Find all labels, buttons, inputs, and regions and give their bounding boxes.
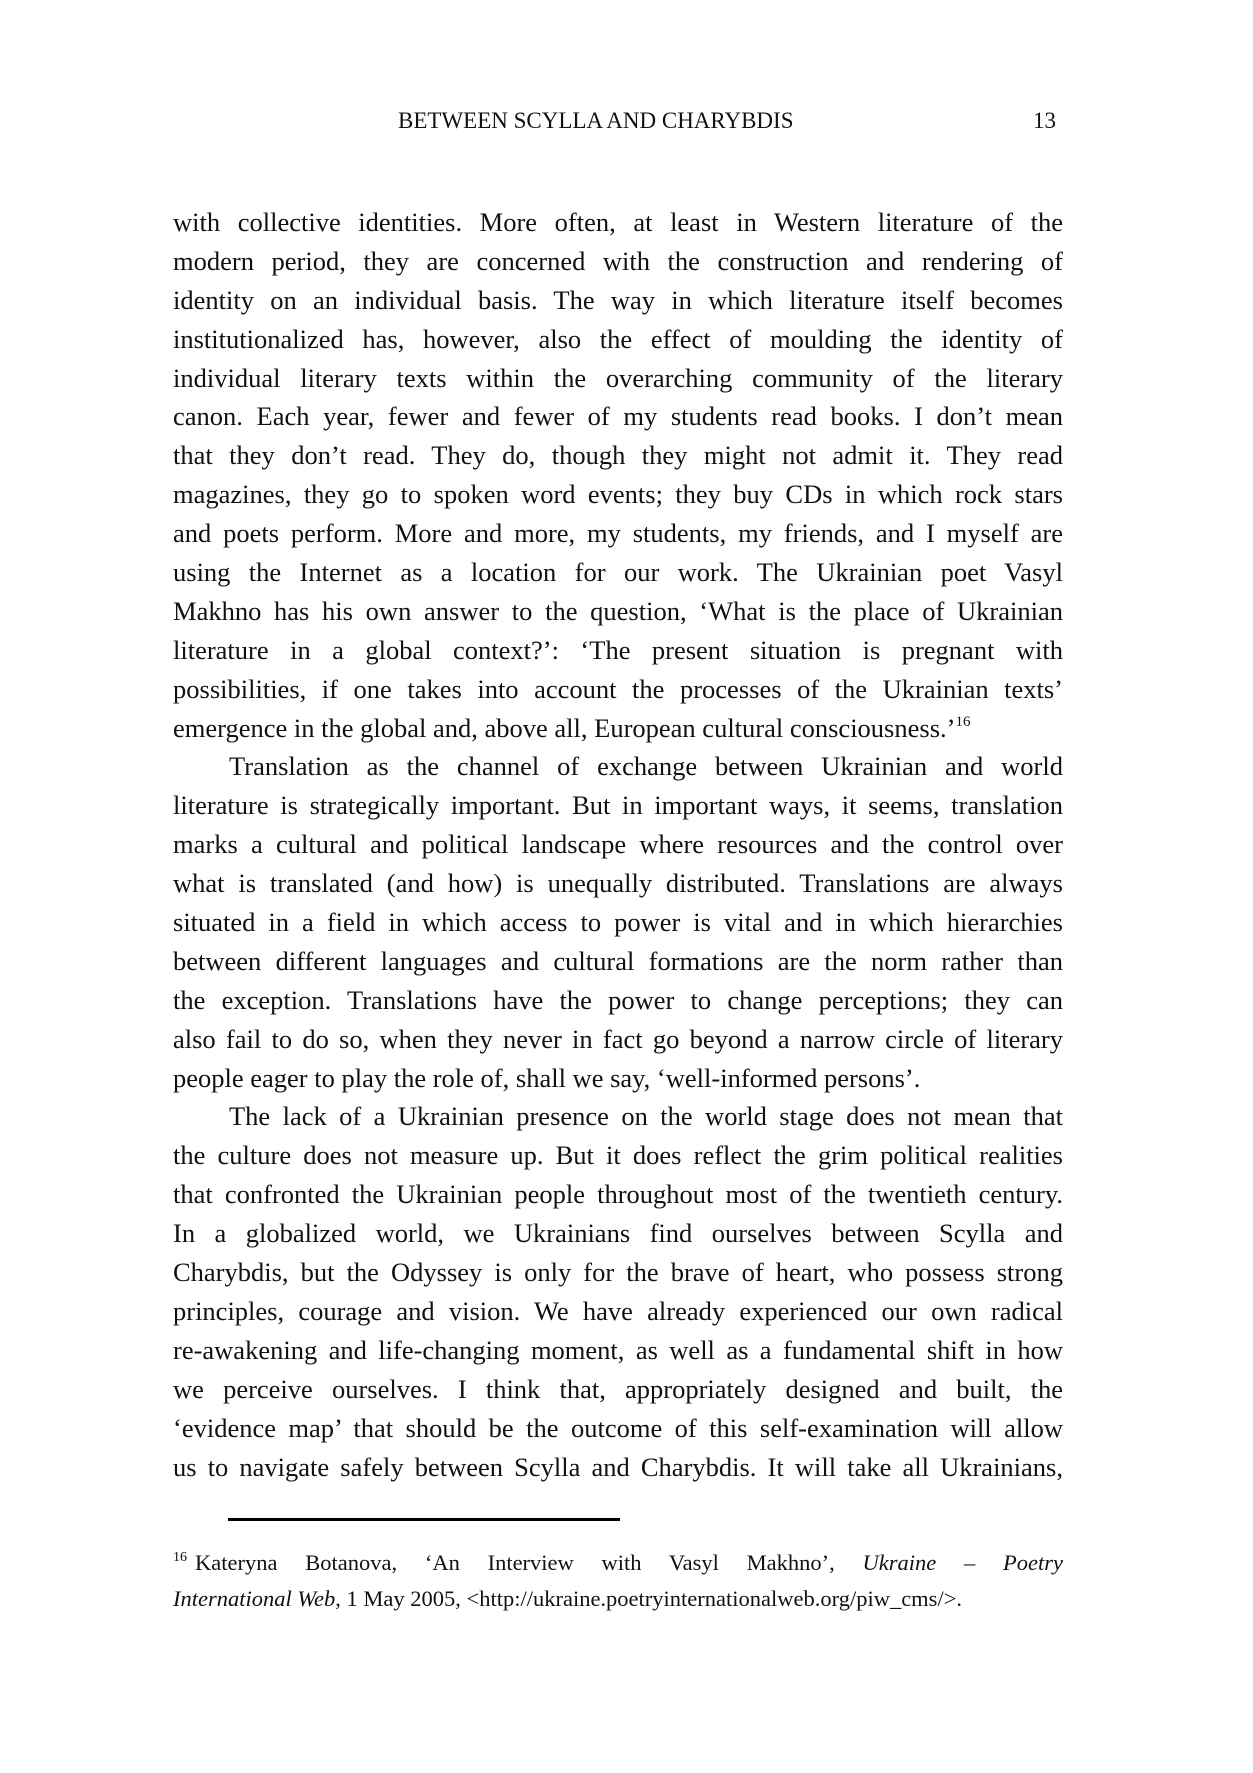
text-line: canon. Each year, fewer and fewer of my students read books. I don’t mean — [173, 401, 1063, 432]
text-line: and poets perform. More and more, my students, my friends, and I myself are — [173, 518, 1063, 549]
text-line: marks a cultural and political landscape where resources and the control over — [173, 829, 1063, 860]
footnote-text: Kateryna Botanova, ‘An Interview with Vasyl Makhno’, — [195, 1550, 835, 1575]
text-line: possibilities, if one takes into account the processes of the Ukrainian texts’ — [173, 673, 1063, 704]
text-line: identity on an individual basis. The way in which literature itself becomes — [173, 284, 1063, 315]
text-line: situated in a field in which access to power is vital and in which hierarchies — [173, 907, 1063, 938]
text-line: magazines, they go to spoken word events; they buy CDs in which rock stars — [173, 479, 1063, 510]
text-line: emergence in the global and, above all, European cultural consciousness.’ — [173, 712, 956, 743]
text-line: that confronted the Ukrainian people throughout most of the twentieth century. — [173, 1179, 1063, 1210]
text-line: that they don’t read. They do, though they might not admit it. They read — [173, 440, 1063, 471]
footnote-source-title: International Web — [173, 1586, 336, 1611]
text-line: between different languages and cultural formations are the norm rather than — [173, 945, 1063, 976]
text-line: literature is strategically important. But in important ways, it seems, translation — [173, 790, 1063, 821]
text-line: re-awakening and life-changing moment, as well as a fundamental shift in how — [173, 1334, 1063, 1365]
text-line: literature in a global context?’: ‘The present situation is pregnant with — [173, 634, 1063, 665]
footnote-16-line-2 — [173, 1581, 1063, 1617]
text-line: the culture does not measure up. But it does reflect the grim political realities — [173, 1140, 1063, 1171]
footnote-16-line-1 — [173, 1545, 1063, 1581]
footnote-text: , 1 May 2005, <http://ukraine.poetryinternationalweb.org/piw_cms/>. — [335, 1586, 963, 1611]
paragraph-start-line: Translation as the channel of exchange between Ukrainian and world — [229, 751, 1063, 782]
footnotes — [173, 1545, 1063, 1617]
text-line: people eager to play the role of, shall we say, ‘well-informed persons’. — [173, 1062, 921, 1093]
text-line: Charybdis, but the Odyssey is only for the brave of heart, who possess strong — [173, 1257, 1063, 1288]
text-line: institutionalized has, however, also the effect of moulding the identity of — [173, 323, 1063, 354]
footnote-reference[interactable]: 16 — [955, 713, 971, 730]
body-text — [173, 203, 1063, 1486]
page-number: 13 — [1033, 108, 1056, 133]
footnote-separator — [228, 1518, 620, 1521]
paragraph-start-line: The lack of a Ukrainian presence on the world stage does not mean that — [229, 1101, 1063, 1132]
text-line: us to navigate safely between Scylla and Charybdis. It will take all Ukrainians, — [173, 1451, 1063, 1482]
footnote-number: 16 — [173, 1550, 187, 1565]
footnote-source-title: Ukraine – Poetry — [862, 1550, 1063, 1575]
text-line: In a globalized world, we Ukrainians find ourselves between Scylla and — [173, 1218, 1063, 1249]
text-line: individual literary texts within the overarching community of the literary — [173, 362, 1063, 393]
running-head — [0, 108, 1253, 142]
text-line: ‘evidence map’ that should be the outcome of this self-examination will allow — [173, 1412, 1063, 1443]
text-line: modern period, they are concerned with the construction and rendering of — [173, 245, 1063, 276]
text-line: we perceive ourselves. I think that, appropriately designed and built, the — [173, 1373, 1063, 1404]
text-line: using the Internet as a location for our work. The Ukrainian poet Vasyl — [173, 557, 1063, 588]
text-line: what is translated (and how) is unequally distributed. Translations are always — [173, 868, 1063, 899]
running-title: BETWEEN SCYLLA AND CHARYBDIS — [398, 108, 794, 133]
text-line: the exception. Translations have the power to change perceptions; they can — [173, 984, 1063, 1015]
text-line: also fail to do so, when they never in fact go beyond a narrow circle of literary — [173, 1023, 1063, 1054]
text-line: with collective identities. More often, at least in Western literature of the — [173, 207, 1063, 237]
text-line: Makhno has his own answer to the question, ‘What is the place of Ukrainian — [173, 595, 1063, 626]
text-line: principles, courage and vision. We have already experienced our own radical — [173, 1295, 1063, 1326]
text-line-with-footnote-ref — [173, 709, 1063, 748]
